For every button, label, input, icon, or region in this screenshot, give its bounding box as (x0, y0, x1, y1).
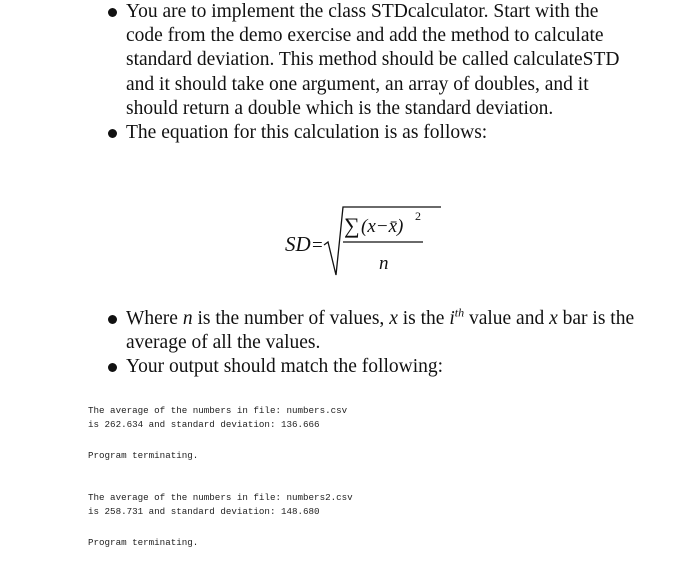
console-output-block-2 (88, 449, 198, 463)
equation-numerator: (x−x̄) (361, 216, 404, 237)
equation-sum-symbol: ∑ (344, 213, 360, 238)
equation-equals: = (312, 235, 323, 256)
console-line: Program terminating. (88, 537, 199, 548)
bullet-text-mid3: value and (464, 308, 550, 329)
bullet-text-post: bar is the average of all the values. (126, 308, 635, 354)
console-output-block-3 (88, 491, 353, 518)
instruction-list-top (106, 0, 636, 145)
equation-denominator: n (379, 253, 389, 274)
var-x: x (389, 308, 398, 329)
bullet-text-mid2: is the (397, 308, 450, 329)
console-line: The average of the numbers in file: numbers.csv (88, 405, 348, 416)
bullet-item-equation-intro (106, 121, 636, 145)
var-i: i (449, 308, 455, 329)
console-line: The average of the numbers in file: numbers2.csv (88, 492, 353, 503)
bullet-item-implement (106, 0, 636, 121)
equation-lhs: SD (285, 232, 311, 256)
bullet-text-pre: Where (126, 308, 183, 329)
console-line: Program terminating. (88, 450, 199, 461)
console-output-block-4 (88, 536, 198, 550)
bullet-item-definitions (106, 307, 636, 355)
bullet-text: Your output should match the following: (126, 356, 444, 378)
instruction-list-bottom (106, 307, 636, 380)
bullet-dot-icon (108, 129, 117, 138)
equation-graphic (283, 203, 443, 283)
var-n: n (182, 308, 193, 329)
bullet-dot-icon (108, 8, 117, 17)
bullet-dot-icon (108, 363, 117, 372)
var-x-bar: x (549, 308, 558, 329)
console-output-block-1 (88, 404, 347, 431)
bullet-item-output-intro (106, 355, 636, 379)
bullet-text-mid1: is the number of values, (192, 308, 390, 329)
var-th: th (454, 305, 465, 320)
bullet-text: You are to implement the class STDcalculator. Start with the code from the demo exercise and add the method to calculate standard deviation. This method should be called calculateSTD and it should take one argument, an array of doubles, and it should return a double which is the standard deviation. (126, 1, 620, 119)
equation-exponent: 2 (415, 209, 421, 223)
std-deviation-equation (283, 203, 443, 283)
bullet-dot-icon (108, 315, 117, 324)
console-line: is 258.731 and standard deviation: 148.680 (88, 505, 320, 517)
bullet-text: The equation for this calculation is as follows: (126, 122, 488, 144)
console-line: is 262.634 and standard deviation: 136.666 (88, 418, 320, 430)
